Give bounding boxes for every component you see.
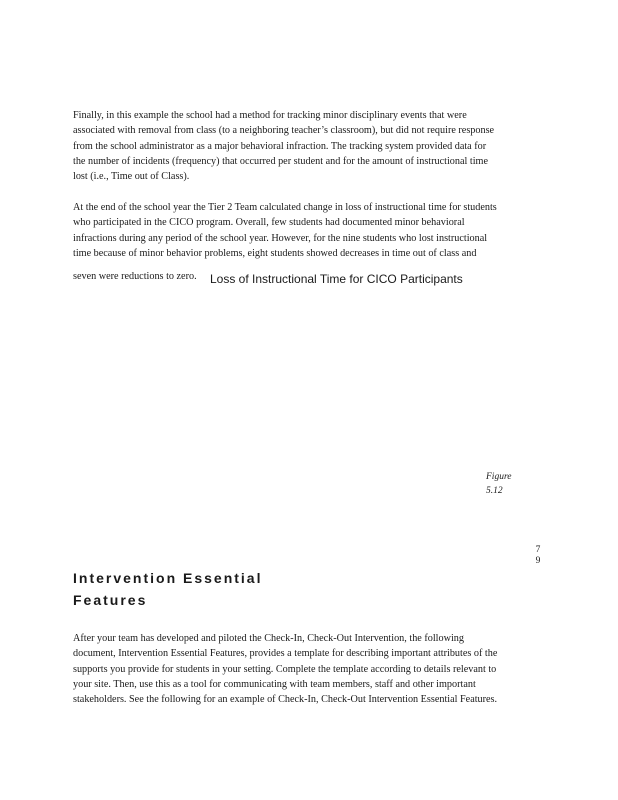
figure-label-word: Figure xyxy=(486,472,512,482)
page-number-digit: 9 xyxy=(535,555,541,566)
paragraph-essential-features xyxy=(73,631,539,707)
section-heading xyxy=(73,567,262,611)
text-line: infractions during any period of the school year. However, for the nine students who lost instructional xyxy=(73,232,488,244)
text-line: your site. Then, use this as a tool for communicating with team members, staff and other important xyxy=(73,678,476,690)
text-line: time because of minor behavior problems, eight students showed decreases in time out of class and xyxy=(73,247,477,259)
text-line: At the end of the school year the Tier 2 Team calculated change in loss of instructional time for students xyxy=(73,202,497,213)
page-number xyxy=(534,545,542,566)
text-line: After your team has developed and piloted the Check-In, Check-Out Intervention, the following xyxy=(73,633,464,644)
text-line: document, Intervention Essential Features, provides a template for describing important attributes of the xyxy=(73,648,498,660)
text-line: from the school administrator as a major behavioral infraction. The tracking system provided data for xyxy=(73,140,487,152)
text-line: supports you provide for students in your setting. Complete the template according to details relevant to xyxy=(73,663,497,675)
page-number-digit: 7 xyxy=(535,545,541,555)
text-line: Finally, in this example the school had a method for tracking minor disciplinary events that were xyxy=(73,110,467,121)
text-line: lost (i.e., Time out of Class). xyxy=(73,171,190,183)
paragraph-tracking-system xyxy=(73,108,539,184)
chart-title: Loss of Instructional Time for CICO Participants xyxy=(210,272,463,286)
paragraph-results xyxy=(73,200,539,261)
text-line: who participated in the CICO program. Overall, few students had documented minor behavioral xyxy=(73,217,465,229)
heading-line: Intervention Essential xyxy=(73,570,263,586)
text-line: associated with removal from class (to a neighboring teacher’s classroom), but did not require response xyxy=(73,125,495,137)
text-line: the number of incidents (frequency) that occurred per student and for the amount of instructional time xyxy=(73,155,489,167)
text-line: stakeholders. See the following for an example of Check-In, Check-Out Intervention Essential Features. xyxy=(73,694,498,706)
text-line: seven were reductions to zero. xyxy=(73,271,197,282)
figure-label-number: 5.12 xyxy=(486,486,503,496)
figure-caption xyxy=(486,470,512,498)
heading-line: Features xyxy=(73,592,148,608)
